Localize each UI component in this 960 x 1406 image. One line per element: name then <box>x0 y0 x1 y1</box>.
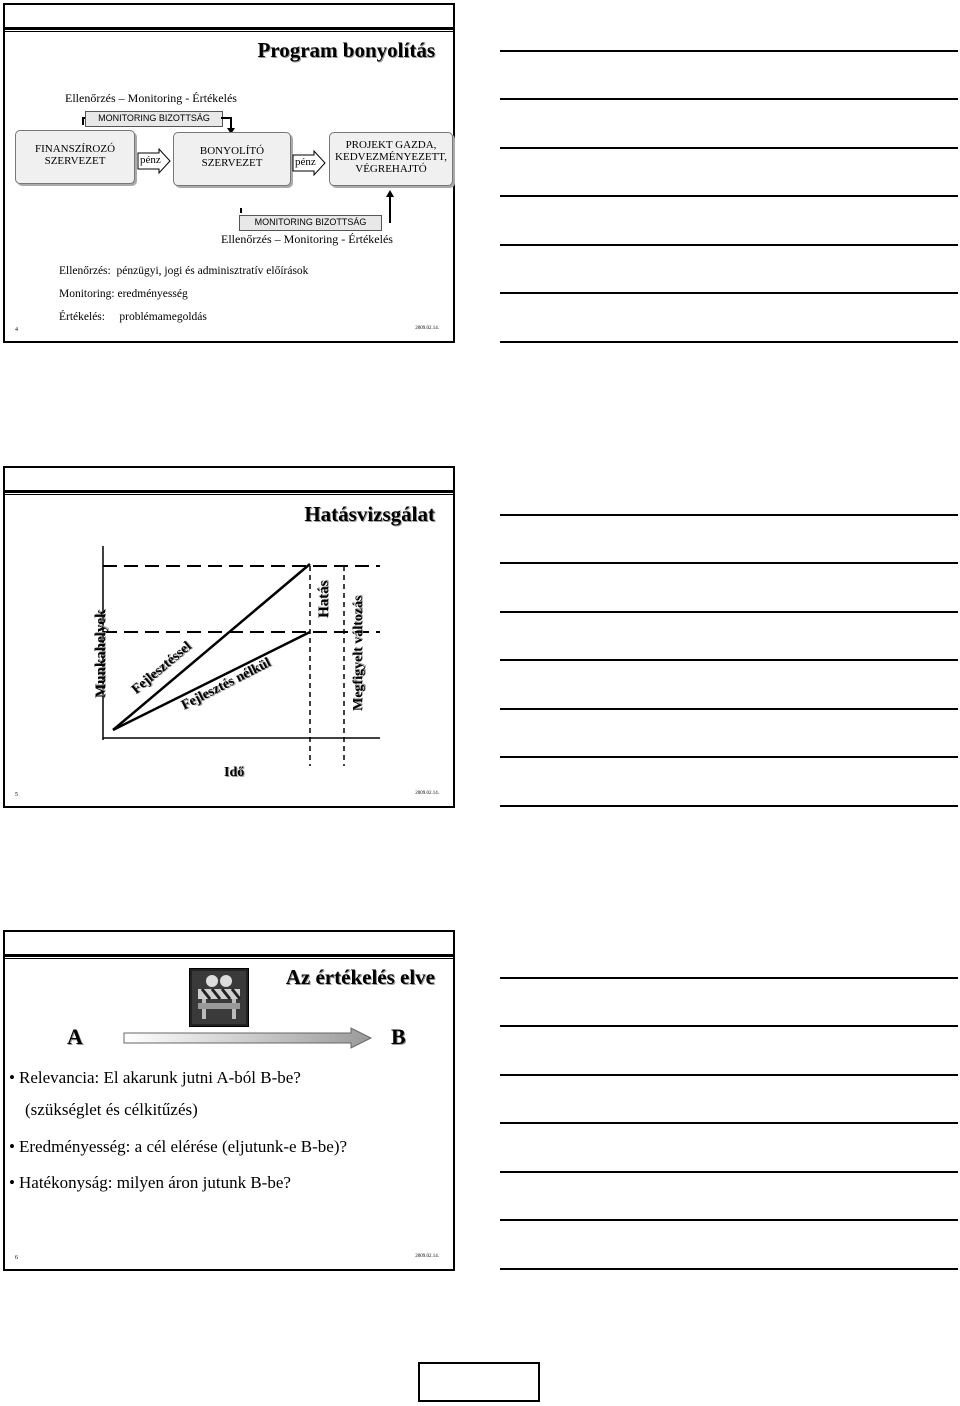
slide-number: 4 <box>15 327 18 333</box>
financing-org-box: FINANSZÍROZÓ SZERVEZET <box>15 130 135 184</box>
definition-list <box>59 260 308 329</box>
money-arrow-2: pénz <box>292 150 326 183</box>
slide-header-bar <box>5 954 453 957</box>
point-a-label: A <box>67 1024 83 1049</box>
slide-date: 2009.02.14. <box>415 1254 439 1259</box>
impact-diagram <box>5 468 457 810</box>
slide-title: Az értékelés elve <box>285 965 435 989</box>
monitoring-committee-bottom: MONITORING BIZOTTSÁG <box>239 215 382 231</box>
without-development-label: Fejlesztés nélkül <box>179 655 274 714</box>
slide-number: 6 <box>15 1255 18 1261</box>
x-axis-label: Idő <box>224 765 245 780</box>
slide-program <box>3 3 455 343</box>
list-item: • Hatékonyság: milyen áron jutunk B-be? <box>9 1173 291 1192</box>
slide-title: Program bonyolítás <box>257 38 435 62</box>
top-process-label: Ellenőrzés – Monitoring - Értékelés <box>65 91 237 105</box>
money-arrow-1: pénz <box>137 148 171 181</box>
definition-item: Monitoring: eredményesség <box>59 288 188 300</box>
observed-change-label: Megfigyelt változás <box>351 595 366 711</box>
a-to-b-arrow <box>123 1027 373 1049</box>
slide-date: 2009.02.14. <box>415 326 439 331</box>
slide-evaluation-principle <box>3 930 455 1271</box>
roadwork-barrier-icon <box>189 968 249 1027</box>
slide-date: 2009.02.14. <box>415 791 439 796</box>
list-item: • Eredményesség: a cél elérése (eljutunk-e B-be)? <box>9 1137 348 1156</box>
slide-title: Hatásvizsgálat <box>304 502 435 526</box>
list-item: • Relevancia: El akarunk jutni A-ból B-be? <box>9 1068 301 1087</box>
point-b-label: B <box>391 1024 406 1049</box>
beneficiary-box: PROJEKT GAZDA, KEDVEZMÉNYEZETT, VÉGREHAJTÓ <box>329 132 453 186</box>
with-development-label: Fejlesztéssel <box>129 639 195 698</box>
implementing-org-box: BONYOLÍTÓ SZERVEZET <box>173 132 291 186</box>
page-number-box <box>418 1362 540 1402</box>
slide-impact-assessment <box>3 466 455 808</box>
slide-number: 5 <box>15 792 18 798</box>
impact-label: Hatás <box>316 580 332 618</box>
list-item: (szükséglet és célkitűzés) <box>25 1100 198 1119</box>
bottom-process-label: Ellenőrzés – Monitoring - Értékelés <box>221 232 393 246</box>
definition-item: Értékelés: problémamegoldás <box>59 311 207 323</box>
monitoring-committee-top: MONITORING BIZOTTSÁG <box>85 111 223 127</box>
definition-item: Ellenőrzés: pénzügyi, jogi és adminisztratív előírások <box>59 265 309 277</box>
y-axis-label: Munkahelyek <box>93 609 109 698</box>
